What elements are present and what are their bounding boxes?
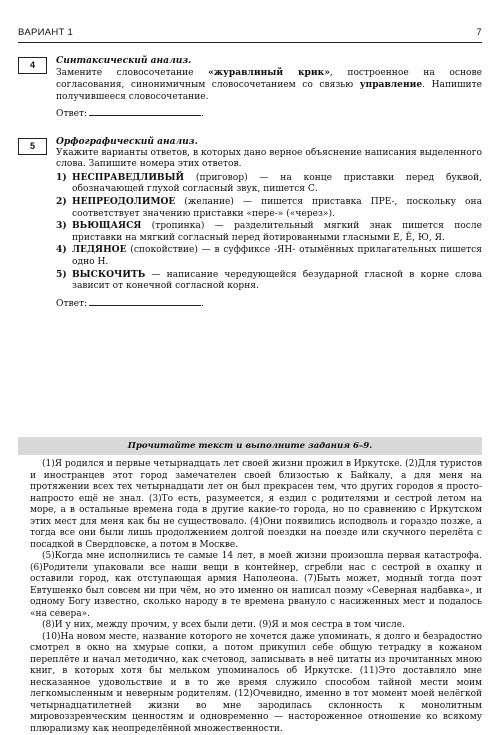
answer-line[interactable] <box>89 304 201 306</box>
task-4-instruction: Замените словосочетание «журавлиный крик», построенное на основе согласования, синонимичным словосочетанием со связью управление. Напишите получившееся словосочетание. <box>56 67 482 104</box>
reading-text <box>30 459 482 735</box>
variant-label: ВАРИАНТ 1 <box>18 27 73 38</box>
option-item: 1) НЕСПРАВЕДЛИВЫЙ (приговор) — на конце приставки перед буквой, обозначающей глухой согласный звук, пишется С. <box>56 172 482 196</box>
task-5-number-box: 5 <box>18 138 47 155</box>
option-item: 2) НЕПРЕОДОЛИМОЕ (желание) — пишется приставка ПРЕ-, поскольку она соответствует значению приставки «пере-» («через»). <box>56 196 482 220</box>
task-5-instruction: Укажите варианты ответов, в которых дано верное объяснение написания выделенного слова. Запишите номера этих ответов. <box>56 148 482 171</box>
text-paragraph: (8)И у них, между прочим, у всех были дети. (9)Я и моя сестра в том числе. <box>30 620 482 632</box>
task-4-answer[interactable]: Ответ: . <box>56 109 482 121</box>
option-item: 5) ВЫСКОЧИТЬ — написание чередующейся безударной гласной в корне слова зависит от конечной согласной корня. <box>56 269 482 293</box>
page-number: 7 <box>476 27 482 38</box>
task-4 <box>56 55 482 121</box>
task-5 <box>56 136 482 310</box>
option-item: 4) ЛЕДЯНОЕ (спокойствие) — в суффиксе -ЯН- отымённых прилагательных пишется одно Н. <box>56 244 482 268</box>
task-4-number-box: 4 <box>18 57 47 74</box>
option-item: 3) ВЬЮЩАЯСЯ (тропинка) — разделительный мягкий знак пишется после приставки на мягкий согласный перед йотированными гласными Е, Ё, Ю, Я. <box>56 220 482 244</box>
answer-label: Ответ: <box>56 109 87 119</box>
text-paragraph: (5)Когда мне исполнились те самые 14 лет, в моей жизни произошла первая катастрофа. (6)Родители упаковали все наши вещи в контейнер, сгребли нас с сестрой в охапку и оставили город, как отступающая армия Наполеона. (7)Быть может, модный тогда поэт Евтушенко был совсем ни при чём, но это именно он написал поэму «Северная надбавка», и одному Богу известно, сколько народу в те времена рвануло с насиженных мест и подалось «на севера». <box>30 551 482 620</box>
task-4-title: Синтаксический анализ. <box>56 55 482 67</box>
header-divider <box>18 42 482 43</box>
answer-line[interactable] <box>89 114 201 116</box>
task-5-title: Орфографический анализ. <box>56 136 482 148</box>
task-5-answer[interactable]: Ответ: . <box>56 299 482 311</box>
text-paragraph: (1)Я родился и первые четырнадцать лет своей жизни прожил в Иркутске. (2)Для туристов и иностранцев этот город замечателен своей близостью к Байкалу, а для меня на протяжении всех тех четырнадцати лет он был прекрасен тем, что других городов я просто-напросто ещё не знал. (3)То есть, разумеется, я ездил с родителями и сестрой летом на море, а в остальные времена года в другие какие-то города, но по сравнению с Иркутском этих мест для меня как бы не существовало. (4)Они появились исподволь и гораздо позже, а тогда все они были лишь продолжением долгой поездки на поезде или скучного перелёта с посадкой в Свердловске, а потом в Москве. <box>30 459 482 551</box>
reading-instruction-banner: Прочитайте текст и выполните задания 6–9. <box>18 437 482 455</box>
text-paragraph: (10)На новом месте, название которого не хочется даже упоминать, я долго и безрадостно смотрел в окно на хмурые сопки, а потом прикупил себе общую тетрадку в кожаном переплёте и начал методично, как счетовод, записывать в неё цитаты из прочитанных мною книг, в которых хотя бы мельком упоминалось об Иркутске. (11)Это доставляло мне несказанное удовольствие и в то же время служило способом тайной мести моим легкомысленным и неверным родителям. (12)Очевидно, именно в тот момент моей нелёгкой четырнадцатилетней жизни во мне зародилась склонность к монолитным мировоззренческим ценностям и одновременно — настороженное отношение ко всякому плюрализму как неопределённой множественности. <box>30 632 482 735</box>
answer-label: Ответ: <box>56 299 87 309</box>
task-5-options <box>56 172 482 293</box>
